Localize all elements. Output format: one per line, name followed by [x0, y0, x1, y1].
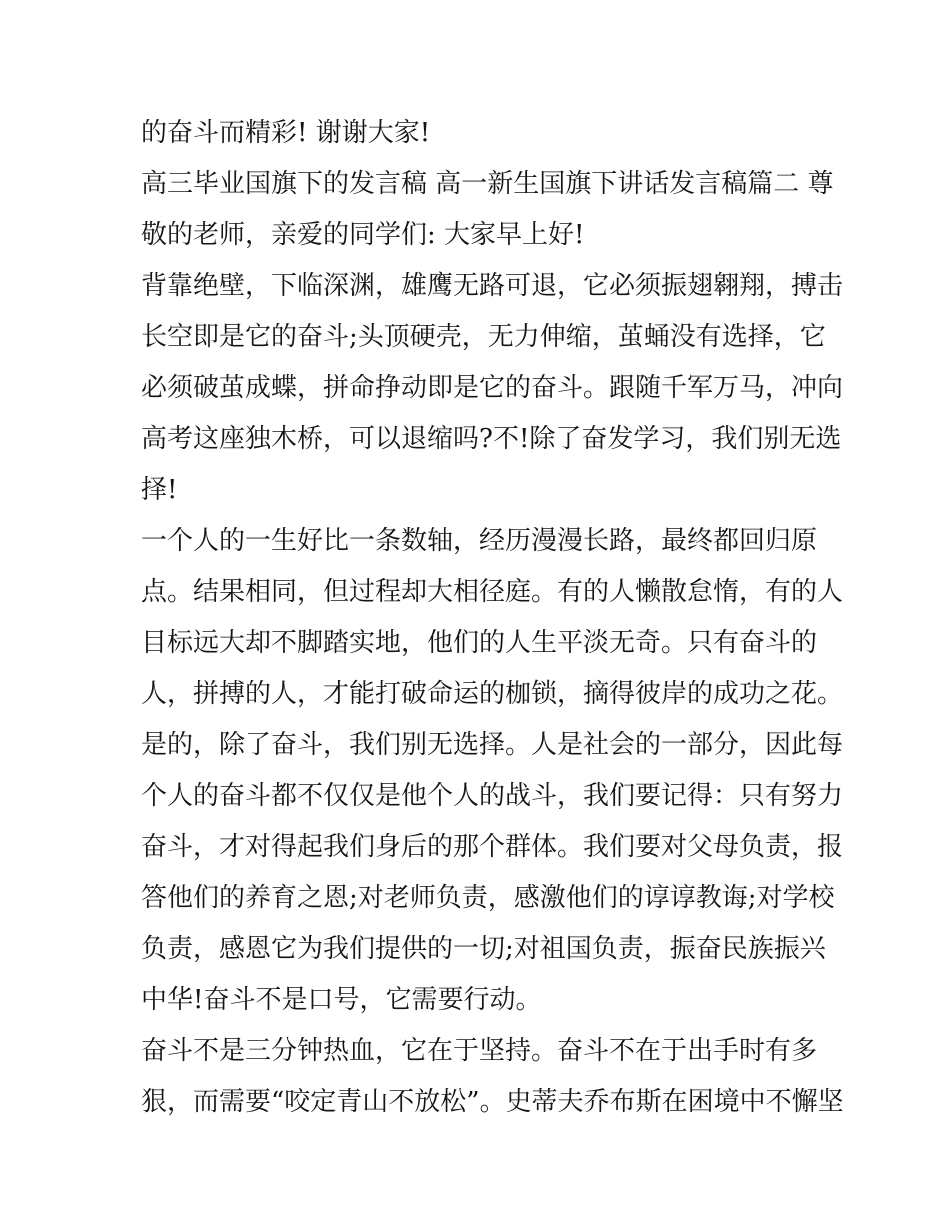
text-line: 背靠绝壁，下临深渊，雄鹰无路可退，它必须振翅翱翔，搏击	[141, 271, 844, 301]
text-line: 目标远大却不脚踏实地，他们的人生平淡无奇。只有奋斗的	[141, 628, 818, 658]
text-line: 一个人的一生好比一条数轴，经历漫漫长路，最终都回归原	[141, 526, 818, 556]
text-line: 是的，除了奋斗，我们别无选择。人是社会的一部分，因此每	[141, 730, 844, 760]
text-line: 个人的奋斗都不仅仅是他个人的战斗，我们要记得：只有努力	[141, 781, 844, 811]
text-line: 择!	[141, 475, 178, 505]
text-line: 中华!奋斗不是口号，它需要行动。	[141, 985, 542, 1015]
text-line: 点。结果相同，但过程却大相径庭。有的人懒散怠惰，有的人	[141, 577, 844, 607]
text-line: 人，拼搏的人，才能打破命运的枷锁，摘得彼岸的成功之花。	[141, 679, 844, 709]
text-line: 奋斗，才对得起我们身后的那个群体。我们要对父母负责，报	[141, 832, 844, 862]
text-line: 的奋斗而精彩! 谢谢大家!	[141, 118, 431, 148]
text-line: 答他们的养育之恩;对老师负责，感激他们的谆谆教诲;对学校	[141, 883, 835, 913]
text-line: 高考这座独木桥，可以退缩吗?不!除了奋发学习，我们别无选	[141, 424, 842, 454]
text-line: 奋斗不是三分钟热血，它在于坚持。奋斗不在于出手时有多	[141, 1036, 818, 1066]
body-text	[141, 108, 844, 1128]
text-line: 敬的老师，亲爱的同学们: 大家早上好!	[141, 220, 585, 250]
text-line: 长空即是它的奋斗;头顶硬壳，无力伸缩，茧蛹没有选择，它	[141, 322, 826, 352]
text-line: 必须破茧成蝶，拼命挣动即是它的奋斗。跟随千军万马，冲向	[141, 373, 844, 403]
text-line: 负责，感恩它为我们提供的一切;对祖国负责，振奋民族振兴	[141, 934, 826, 964]
text-line: 狠，而需要“咬定青山不放松”。史蒂夫乔布斯在困境中不懈坚	[141, 1087, 844, 1117]
text-line: 高三毕业国旗下的发言稿 高一新生国旗下讲话发言稿篇二 尊	[141, 169, 834, 199]
